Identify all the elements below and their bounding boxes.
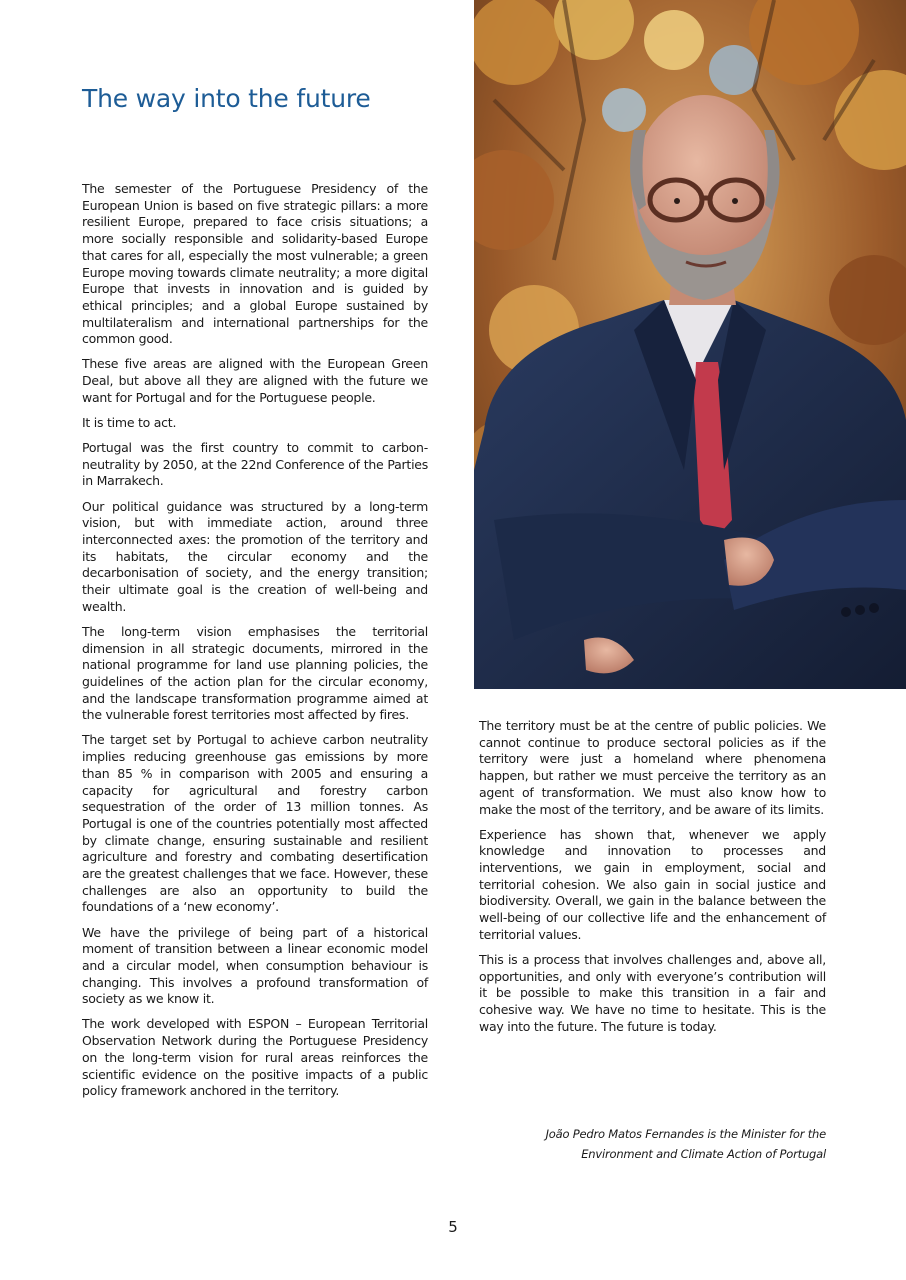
paragraph: These five areas are aligned with the European Green Deal, but above all they are aligned with the future we want for Portugal and for the Portuguese people. (82, 356, 428, 405)
paragraph: The target set by Portugal to achieve carbon neutrality implies reducing greenhouse gas emissions by more than 85 % in comparison with 2005 and ensuring a capacity for agricultural and forestry carbon sequestration of the order of 13 million tonnes. As Portugal is one of the countries potentially most affected by climate change, ensuring sustainable and resilient agriculture and forestry and combating desertification are the greatest challenges that we face. However, these challenges are also an opportunity to build the foundations of a ‘new economy’. (82, 732, 428, 915)
author-signature (479, 1124, 826, 1164)
paragraph: The long-term vision emphasises the territorial dimension in all strategic documents, mirrored in the national programme for land use planning policies, the guidelines of the action plan for the circular economy, and the landscape transformation programme aimed at the vulnerable forest territories most affected by fires. (82, 623, 428, 723)
paragraph: The semester of the Portuguese Presidency of the European Union is based on five strategic pillars: a more resilient Europe, prepared to face crisis situations; a more socially responsible and solidarity-based Europe that cares for all, especially the most vulnerable; a green Europe moving towards climate neutrality; a more digital Europe that invests in innovation and is guided by ethical principles; and a global Europe sustained by multilateralism and international partnerships for the common good. (82, 181, 428, 347)
paragraph: This is a process that involves challenges and, above all, opportunities, and only with everyone’s contribution will it be possible to make this transition in a fair and cohesive way. We have no time to hesitate. This is the way into the future. The future is today. (479, 951, 826, 1034)
paragraph: The territory must be at the centre of public policies. We cannot continue to produce sectoral policies as if the territory were just a homeland where phenomena happen, but rather we must perceive the territory as an agent of transformation. We must also know how to make the most of the territory, and be aware of its limits. (479, 718, 826, 817)
paragraph: Experience has shown that, whenever we apply knowledge and innovation to processes and interventions, we gain in employment, social and territorial cohesion. We also gain in social justice and biodiversity. Overall, we gain in the balance between the well-being of our collective life and the enhancement of territorial values. (479, 826, 826, 942)
page-number: 5 (448, 1218, 458, 1236)
paragraph: Our political guidance was structured by a long-term vision, but with immediate action, around three interconnected axes: the promotion of the territory and its habitats, the circular economy and the decarbonisation of society, and the energy transition; their ultimate goal is the creation of well-being and wealth. (82, 498, 428, 614)
minister-portrait-photo (474, 0, 906, 689)
paragraph: It is time to act. (82, 414, 177, 430)
left-text-column (82, 181, 428, 1108)
page-title: The way into the future (82, 84, 371, 113)
right-text-column (479, 718, 826, 1044)
paragraph: Portugal was the first country to commit to carbon-neutrality by 2050, at the 22nd Conference of the Parties in Marrakech. (82, 440, 428, 489)
paragraph: The work developed with ESPON – European Territorial Observation Network during the Portuguese Presidency on the long-term vision for rural areas reinforces the scientific evidence on the positive impacts of a public policy framework anchored in the territory. (82, 1016, 428, 1099)
paragraph: We have the privilege of being part of a historical moment of transition between a linear economic model and a circular model, when consumption behaviour is changing. This involves a profound transformation of society as we know it. (82, 924, 428, 1007)
signature-line: João Pedro Matos Fernandes is the Minister for the (545, 1127, 826, 1141)
signature-line: Environment and Climate Action of Portugal (581, 1147, 826, 1161)
